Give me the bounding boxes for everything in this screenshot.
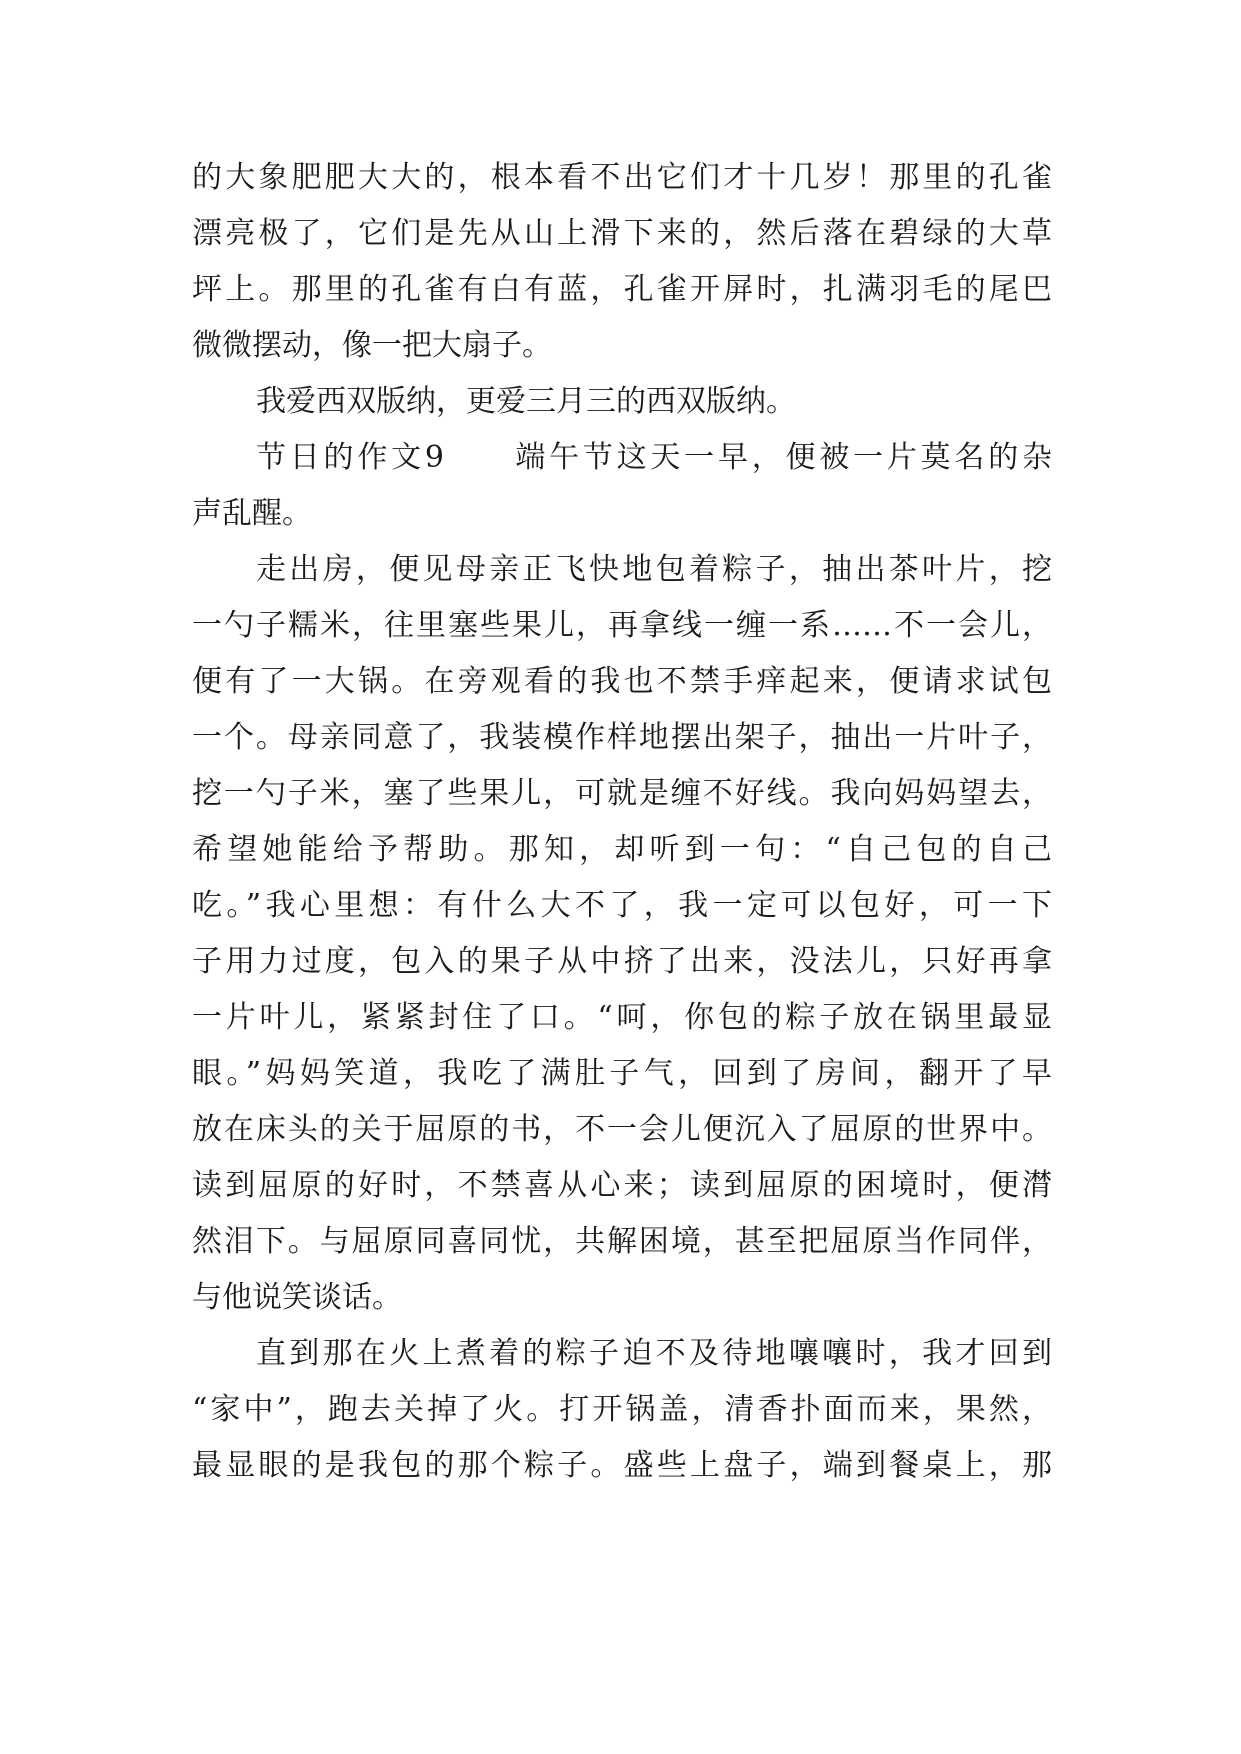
text-line: 最显眼的是我包的那个粽子。盛些上盘子，端到餐桌上，那 (192, 1448, 1052, 1483)
text-line: 读到屈原的好时，不禁喜从心来；读到屈原的困境时，便潸 (192, 1168, 1052, 1203)
text-line: 一片叶儿，紧紧封住了口。“呵，你包的粽子放在锅里最显 (192, 1000, 1052, 1035)
text-line: 的大象肥肥大大的，根本看不出它们才十几岁！那里的孔雀 (192, 160, 1052, 195)
text-line: 子用力过度，包入的果子从中挤了出来，没法儿，只好再拿 (192, 944, 1052, 979)
text-line: 便有了一大锅。在旁观看的我也不禁手痒起来，便请求试包 (192, 664, 1052, 699)
text-line: 挖一勺子米，塞了些果儿，可就是缠不好线。我向妈妈望去， (192, 776, 1052, 811)
text-line: 吃。”我心里想：有什么大不了，我一定可以包好，可一下 (192, 888, 1052, 923)
paragraph-first-line: 直到那在火上煮着的粽子迫不及待地嚷嚷时，我才回到 (256, 1336, 1052, 1371)
text-line: 眼。”妈妈笑道，我吃了满肚子气，回到了房间，翻开了早 (192, 1056, 1052, 1091)
paragraph-first-line: 走出房，便见母亲正飞快地包着粽子，抽出茶叶片，挖 (256, 552, 1052, 587)
text-line: 一勺子糯米，往里塞些果儿，再拿线一缠一系……不一会儿， (192, 608, 1052, 643)
text-line: 声乱醒。 (192, 496, 312, 531)
text-line: “家中”，跑去关掉了火。打开锅盖，清香扑面而来，果然， (192, 1392, 1052, 1427)
text-line: 放在床头的关于屈原的书，不一会儿便沉入了屈原的世界中。 (192, 1112, 1052, 1147)
text-line: 漂亮极了，它们是先从山上滑下来的，然后落在碧绿的大草 (192, 216, 1052, 251)
text-line: 与他说笑谈话。 (192, 1280, 402, 1315)
section-heading-line: 节日的作文9 端午节这天一早，便被一片莫名的杂 (256, 440, 1052, 475)
text-line: 然泪下。与屈原同喜同忧，共解困境，甚至把屈原当作同伴， (192, 1224, 1052, 1259)
paragraph-first-line: 我爱西双版纳，更爱三月三的西双版纳。 (256, 384, 796, 419)
text-line: 微微摆动，像一把大扇子。 (192, 328, 552, 363)
text-line: 希望她能给予帮助。那知，却听到一句：“自己包的自己 (192, 832, 1052, 867)
text-line: 一个。母亲同意了，我装模作样地摆出架子，抽出一片叶子， (192, 720, 1052, 755)
text-line: 坪上。那里的孔雀有白有蓝，孔雀开屏时，扎满羽毛的尾巴 (192, 272, 1052, 307)
